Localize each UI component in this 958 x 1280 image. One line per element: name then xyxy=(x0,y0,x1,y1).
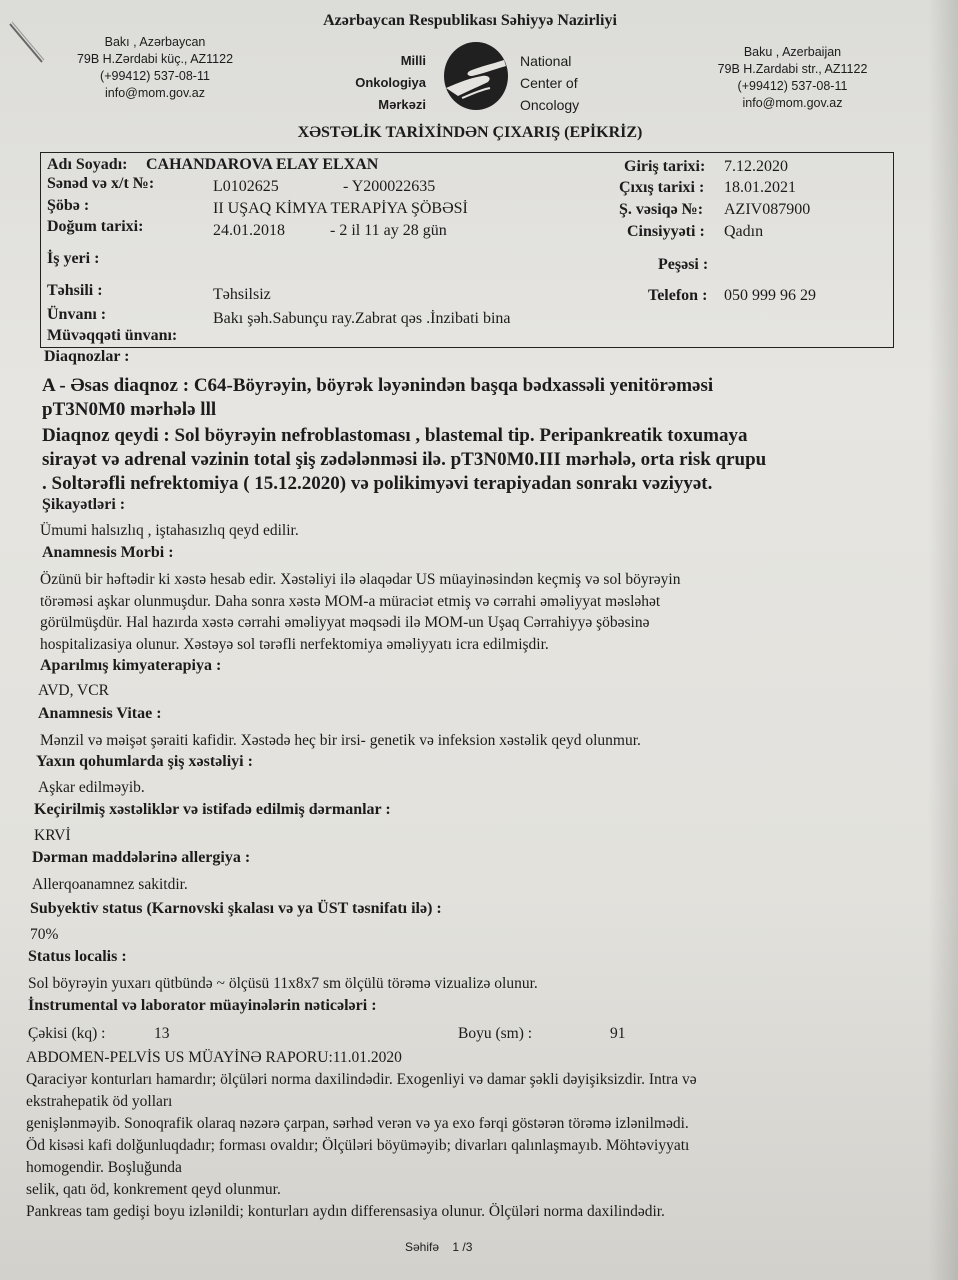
weight-value: 13 xyxy=(154,1025,170,1042)
left-address-line: Bakı , Azərbaycan xyxy=(104,35,206,49)
localis-text: Sol böyrəyin yuxarı qütbündə ~ ölçüsü 11x8x7 sm ölçülü törəmə vizualizə olunur. xyxy=(28,975,538,992)
past-text: KRVİ xyxy=(34,827,71,844)
text-line: Qaraciyər konturları hamardır; ölçüləri norma daxilindədir. Exogenliyi və damar şəkli dəyişiksizdir. Intra və xyxy=(26,1071,697,1088)
text-line: genişlənməyib. Sonoqrafik olaraq nəzərə çarpan, sərhəd verən və ya exo fərqi göstərən törəmə izlənilmədi. xyxy=(26,1115,689,1132)
right-address-line: (+99412) 537-08-11 xyxy=(737,79,848,93)
logo-text-line: Oncology xyxy=(520,97,580,113)
diagnosis-line: pT3N0M0 mərhələ lll xyxy=(42,399,217,420)
work-label: İş yeri : xyxy=(47,250,100,267)
page-footer xyxy=(405,1240,472,1254)
us-report xyxy=(26,1047,926,1223)
status-text: 70% xyxy=(30,926,59,943)
ministry-title: Azərbaycan Respublikası Səhiyyə Nazirliyi xyxy=(323,12,617,29)
left-address-line: 79B H.Zərdabi küç., AZ1122 xyxy=(76,52,234,66)
gender-label: Cinsiyyəti : xyxy=(627,223,705,240)
morbi-heading: Anamnesis Morbi : xyxy=(42,544,174,561)
complaints-heading: Şikayətləri : xyxy=(42,496,126,513)
localis-heading: Status localis : xyxy=(28,948,127,965)
status-heading: Subyektiv status (Karnovski şkalası və ya ÜST təsnifatı ilə) : xyxy=(30,900,442,917)
education-label: Təhsili : xyxy=(47,282,103,299)
right-address-line: info@mom.gov.az xyxy=(742,96,843,110)
department: II UŞAQ KİMYA TERAPİYA ŞÖBƏSİ xyxy=(213,200,468,217)
text-line: Pankreas tam gedişi boyu izlənildi; konturları aydın differensasiya olunur. Ölçüləri norma daxilindədir. xyxy=(26,1203,665,1220)
id-value: AZIV087900 xyxy=(724,201,811,218)
name-label: Adı Soyadı: xyxy=(47,156,128,173)
phone-label: Telefon : xyxy=(648,287,708,304)
dept-label: Şöbə : xyxy=(47,197,90,214)
education-value: Təhsilsiz xyxy=(213,286,271,303)
left-address xyxy=(60,34,250,102)
doc-label: Sənəd və x/t №: xyxy=(47,175,155,192)
chemo-heading: Aparılmış kimyaterapiya : xyxy=(40,657,222,674)
address-label: Ünvanı : xyxy=(47,306,107,323)
diagnosis-note xyxy=(42,424,932,496)
morbi-text xyxy=(40,569,920,655)
right-address-line: Baku , Azerbaijan xyxy=(743,45,842,59)
diagnoses-heading: Diaqnozlar : xyxy=(44,348,130,365)
family-heading: Yaxın qohumlarda şiş xəstəliyi : xyxy=(36,753,253,770)
logo-text-line: Center of xyxy=(520,75,578,91)
page-number: 1 /3 xyxy=(452,1240,473,1254)
diagnosis-line: . Soltərəfli nefrektomiya ( 15.12.2020) və polikimyəvi terapiyadan sonrakı vəziyyət. xyxy=(42,473,713,494)
family-text: Aşkar edilməyib. xyxy=(38,779,145,796)
vitae-text: Mənzil və məişət şəraiti kafidir. Xəstədə heç bir irsi- genetik və infeksion xəstəlik qeyd olunmur. xyxy=(40,732,641,749)
dob-label: Doğum tarixi: xyxy=(47,218,144,235)
text-line: homogendir. Boşluğunda xyxy=(26,1159,182,1176)
right-address xyxy=(700,44,885,112)
page-label: Səhifə xyxy=(405,1240,440,1254)
document-title: XƏSTƏLİK TARİXİNDƏN ÇIXARIŞ (EPİKRİZ) xyxy=(297,124,643,141)
logo-text-en xyxy=(520,50,610,116)
text-line: hospitalizasiya olunur. Xəstəyə sol tərəfli nerfektomiya əməliyyatı icra edilmişdir. xyxy=(40,635,549,653)
text-line: törəməsi aşkar olunmuşdur. Daha sonra xəstə MOM-a müraciət etmiş və cərrahi əməliyyat məsləhət xyxy=(40,592,661,610)
left-address-line: (+99412) 537-08-11 xyxy=(100,69,210,83)
discharge-date: 18.01.2021 xyxy=(724,179,796,196)
chemo-text: AVD, VCR xyxy=(38,682,109,699)
logo-text-line: Onkologiya xyxy=(355,75,426,90)
temp-address-label: Müvəqqəti ünvanı: xyxy=(47,327,178,344)
allergy-text: Allerqoanamnez sakitdir. xyxy=(32,876,188,893)
us-report-title: ABDOMEN-PELVİS US MÜAYİNƏ RAPORU:11.01.2020 xyxy=(26,1049,402,1066)
logo-text-az xyxy=(350,50,426,116)
text-line: Öd kisəsi kafi dolğunluqdadır; forması ovaldır; Ölçüləri böyüməyib; divarları qalınlaşmayıb. Möhtəviyyatı xyxy=(26,1137,690,1154)
logo-text-line: Milli xyxy=(400,53,426,68)
allergy-heading: Dərman maddələrinə allergiya : xyxy=(32,849,251,866)
job-label: Peşəsi : xyxy=(658,256,709,273)
diagnosis-line: sirayət və adrenal vəzinin total şiş zədələnməsi ilə. pT3N0M0.III mərhələ, orta risk qrupu xyxy=(42,449,767,470)
admit-date: 7.12.2020 xyxy=(724,158,788,175)
logo-text-line: National xyxy=(520,53,572,69)
gender-value: Qadın xyxy=(724,223,764,240)
complaints-text: Ümumi halsızlıq , iştahasızlıq qeyd edilir. xyxy=(40,522,299,539)
text-line: görülmüşdür. Hal hazırda xəstə cərrahi əməliyyat məqsədi ilə MOM-un Uşaq Cərrahiyyə şöbəsinə xyxy=(40,614,650,631)
doc-number-1: L0102625 xyxy=(213,178,279,195)
patient-name: CAHANDAROVA ELAY ELXAN xyxy=(146,156,379,173)
id-label: Ş. vəsiqə №: xyxy=(619,201,704,218)
vitae-heading: Anamnesis Vitae : xyxy=(38,705,162,722)
weight-label: Çəkisi (kq) : xyxy=(28,1025,106,1042)
logo-text-line: Mərkəzi xyxy=(378,97,426,112)
instrumental-heading: İnstrumental və laborator müayinələrin nəticələri : xyxy=(28,997,377,1014)
phone-value: 050 999 96 29 xyxy=(724,287,816,304)
main-diagnosis xyxy=(42,374,922,422)
page-shadow xyxy=(928,0,958,1280)
hands-logo-icon xyxy=(432,36,518,114)
right-address-line: 79B H.Zardabi str., AZ1122 xyxy=(717,62,868,76)
admit-label: Giriş tarixi: xyxy=(624,158,706,175)
doc-number-2: - Y200022635 xyxy=(343,178,436,195)
diagnosis-line: A - Əsas diaqnoz : C64-Böyrəyin, böyrək ləyənindən başqa bədxassəli yenitörəməsi xyxy=(42,375,714,396)
age-value: - 2 il 11 ay 28 gün xyxy=(330,222,447,239)
past-heading: Keçirilmiş xəstəliklər və istifadə edilmiş dərmanlar : xyxy=(34,801,391,818)
left-address-line: info@mom.gov.az xyxy=(105,86,205,100)
text-line: ekstrahepatik öd yolları xyxy=(26,1093,173,1110)
address-value: Bakı şəh.Sabunçu ray.Zabrat qəs .İnzibati bina xyxy=(213,310,511,327)
height-label: Boyu (sm) : xyxy=(458,1025,533,1042)
text-line: Özünü bir həftədir ki xəstə hesab edir. Xəstəliyi ilə əlaqədar US müayinəsindən keçmiş və sol böyrəyin xyxy=(40,571,681,588)
dob-value: 24.01.2018 xyxy=(213,222,285,239)
height-value: 91 xyxy=(610,1025,626,1042)
discharge-label: Çıxış tarixi : xyxy=(619,179,705,196)
diagnosis-line: Diaqnoz qeydi : Sol böyrəyin nefroblastoması , blastemal tip. Peripankreatik toxumaya xyxy=(42,425,748,446)
text-line: selik, qatı öd, konkrement qeyd olunmur. xyxy=(26,1181,281,1198)
